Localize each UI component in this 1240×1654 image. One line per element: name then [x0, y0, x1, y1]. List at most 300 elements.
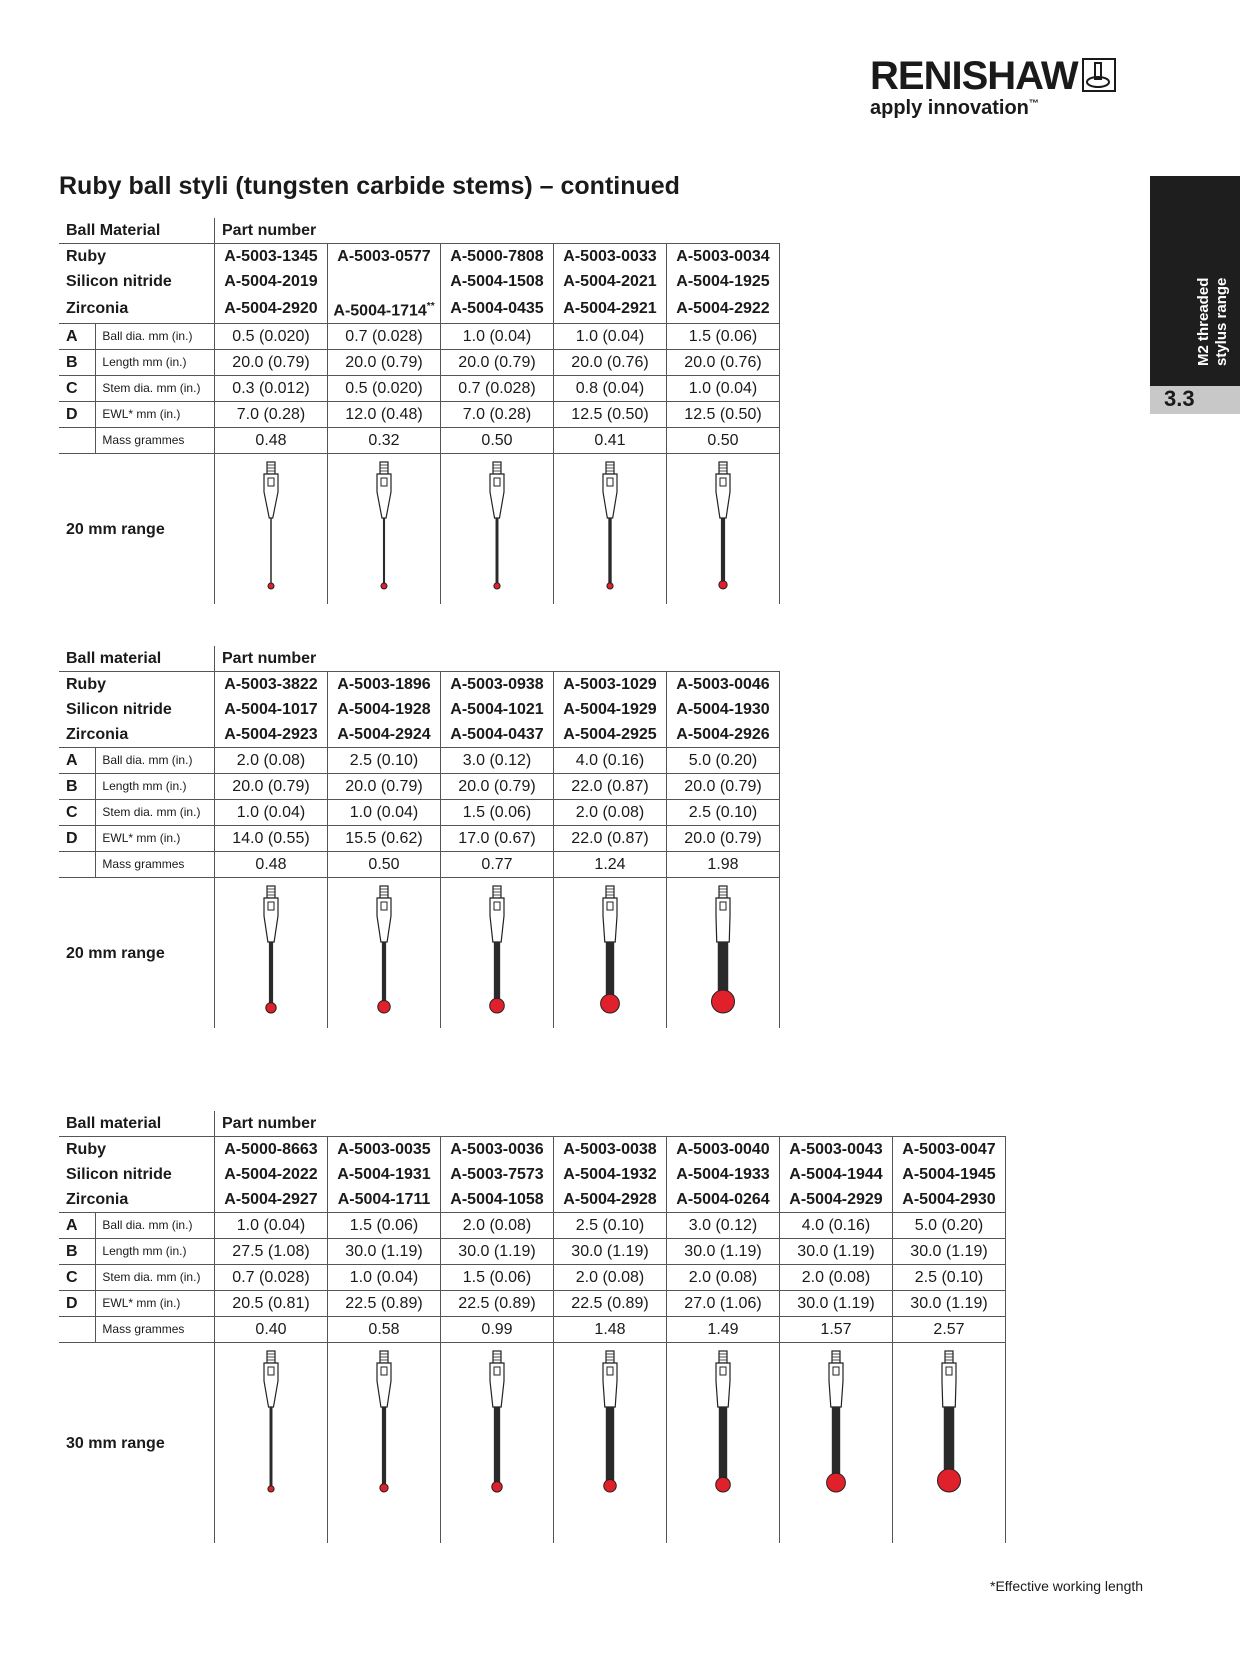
stylus-drawing — [231, 1343, 311, 1543]
parameter-value: 2.5 (0.10) — [328, 748, 441, 774]
part-number: A-5004-1945 — [902, 1166, 996, 1183]
parameter-letter: D — [59, 826, 96, 852]
material-label: Ruby — [59, 1137, 215, 1163]
parameter-value: 20.0 (0.79) — [328, 350, 441, 376]
parameter-value: 20.0 (0.79) — [215, 350, 328, 376]
part-number: A-5003-0046 — [676, 676, 770, 693]
material-row — [59, 697, 780, 722]
part-number-cell — [215, 244, 328, 270]
part-number: A-5004-1925 — [676, 273, 770, 290]
parameter-value: 1.0 (0.04) — [328, 1265, 441, 1291]
stylus-body — [716, 898, 730, 942]
parameter-value: 20.0 (0.79) — [328, 774, 441, 800]
stylus-body — [377, 474, 391, 518]
stylus-stem — [721, 518, 725, 585]
stylus-image-cell — [215, 454, 328, 605]
spec-table — [59, 218, 780, 604]
part-number-cell — [667, 1137, 780, 1163]
parameter-value: 0.48 — [215, 852, 328, 878]
material-row — [59, 672, 780, 698]
parameter-label: Ball dia. mm (in.) — [96, 324, 215, 350]
material-row — [59, 294, 780, 324]
parameter-value: 0.8 (0.04) — [554, 376, 667, 402]
parameter-value: 1.5 (0.06) — [441, 1265, 554, 1291]
parameter-letter: A — [59, 748, 96, 774]
part-number-cell — [554, 1137, 667, 1163]
stylus-image-cell — [441, 454, 554, 605]
part-number: A-5003-0047 — [902, 1141, 996, 1158]
parameter-label: Length mm (in.) — [96, 350, 215, 376]
parameter-row — [59, 376, 780, 402]
parameter-value: 1.0 (0.04) — [667, 376, 780, 402]
parameter-letter: C — [59, 800, 96, 826]
part-number: A-5003-0036 — [450, 1141, 544, 1158]
stylus-image-cell — [554, 878, 667, 1029]
parameter-label: Length mm (in.) — [96, 774, 215, 800]
parameter-row — [59, 748, 780, 774]
stylus-body — [942, 1363, 956, 1407]
part-number: A-5003-0040 — [676, 1141, 770, 1158]
part-number: A-5004-0264 — [676, 1191, 770, 1208]
parameter-value: 22.5 (0.89) — [554, 1291, 667, 1317]
parameter-value: 30.0 (1.19) — [554, 1239, 667, 1265]
parameter-value: 20.5 (0.81) — [215, 1291, 328, 1317]
parameter-value: 30.0 (1.19) — [780, 1239, 893, 1265]
header-row — [59, 646, 780, 672]
parameter-value: 20.0 (0.79) — [215, 774, 328, 800]
part-number-cell — [215, 697, 328, 722]
stylus-image-cell — [893, 1343, 1006, 1544]
part-number-cell — [667, 672, 780, 698]
parameter-value: 0.41 — [554, 428, 667, 454]
parameter-row — [59, 1213, 1006, 1239]
part-number-cell — [554, 294, 667, 324]
parameter-value: 1.0 (0.04) — [441, 324, 554, 350]
parameter-letter — [59, 428, 96, 454]
parameter-value: 30.0 (1.19) — [893, 1239, 1006, 1265]
stylus-body — [264, 474, 278, 518]
parameter-letter: B — [59, 350, 96, 376]
stylus-image-cell — [667, 878, 780, 1029]
stylus-drawing — [570, 1343, 650, 1543]
parameter-letter: B — [59, 774, 96, 800]
parameter-value: 1.0 (0.04) — [215, 1213, 328, 1239]
parameter-label: Stem dia. mm (in.) — [96, 1265, 215, 1291]
part-number-cell — [215, 672, 328, 698]
parameter-value: 1.5 (0.06) — [667, 324, 780, 350]
stylus-drawing — [457, 1343, 537, 1543]
parameter-value: 0.32 — [328, 428, 441, 454]
parameter-value: 20.0 (0.79) — [441, 774, 554, 800]
part-number-cell — [328, 722, 441, 748]
part-number: A-5003-0035 — [337, 1141, 431, 1158]
stylus-drawing — [683, 454, 763, 604]
stylus-image-cell — [667, 454, 780, 605]
part-number-cell — [667, 269, 780, 294]
image-row — [59, 878, 780, 1029]
parameter-value: 1.0 (0.04) — [554, 324, 667, 350]
part-number-cell — [554, 697, 667, 722]
parameter-value: 0.50 — [667, 428, 780, 454]
stylus-ball — [492, 1482, 502, 1492]
parameter-row — [59, 402, 780, 428]
parameter-label: Stem dia. mm (in.) — [96, 800, 215, 826]
ball-material-header: Ball material — [59, 1111, 215, 1137]
parameter-value: 1.57 — [780, 1317, 893, 1343]
part-number-cell — [328, 1137, 441, 1163]
part-number: A-5004-1714 — [333, 302, 427, 320]
parameter-row — [59, 852, 780, 878]
part-number-cell — [667, 697, 780, 722]
part-number: A-5003-0043 — [789, 1141, 883, 1158]
part-number-cell — [441, 1187, 554, 1213]
part-number: A-5004-2019 — [224, 273, 318, 290]
spec-table — [59, 646, 780, 1028]
part-number: A-5004-2924 — [337, 726, 431, 743]
stylus-image-cell — [554, 454, 667, 605]
parameter-row — [59, 428, 780, 454]
stylus-ball — [719, 581, 727, 589]
parameter-value: 0.77 — [441, 852, 554, 878]
header-row — [59, 218, 780, 244]
parameter-label: Stem dia. mm (in.) — [96, 376, 215, 402]
material-row — [59, 1137, 1006, 1163]
part-number: A-5004-1932 — [563, 1166, 657, 1183]
parameter-value: 1.0 (0.04) — [215, 800, 328, 826]
stylus-drawing — [344, 454, 424, 604]
parameter-value: 17.0 (0.67) — [441, 826, 554, 852]
stylus-image-cell — [780, 1343, 893, 1544]
stylus-stem — [382, 942, 386, 1007]
parameter-label: Ball dia. mm (in.) — [96, 748, 215, 774]
brand-name: RENISHAW — [870, 54, 1078, 98]
part-number: A-5004-1931 — [337, 1166, 431, 1183]
stylus-ball — [490, 998, 505, 1013]
stylus-stem — [832, 1407, 840, 1483]
stylus-body — [490, 474, 504, 518]
stylus-body — [603, 1363, 617, 1407]
image-row — [59, 1343, 1006, 1544]
part-number-cell — [893, 1162, 1006, 1187]
part-number: A-5004-2922 — [676, 300, 770, 318]
parameter-value: 0.7 (0.028) — [215, 1265, 328, 1291]
part-number: A-5004-2920 — [224, 300, 318, 318]
part-number: A-5004-2928 — [563, 1191, 657, 1208]
parameter-value: 0.99 — [441, 1317, 554, 1343]
section-number-box — [1150, 386, 1240, 414]
part-number: A-5003-0034 — [676, 248, 770, 265]
part-number-cell — [215, 1137, 328, 1163]
parameter-value: 0.48 — [215, 428, 328, 454]
parameter-value: 2.0 (0.08) — [554, 800, 667, 826]
stylus-stem — [383, 518, 385, 586]
parameter-value: 1.0 (0.04) — [328, 800, 441, 826]
stylus-body — [829, 1363, 843, 1407]
part-number-cell — [554, 1187, 667, 1213]
part-number: A-5004-1930 — [676, 701, 770, 718]
part-number-cell — [441, 294, 554, 324]
part-number: A-5004-1928 — [337, 701, 431, 718]
part-number: A-5004-0435 — [450, 300, 544, 318]
stylus-ball — [266, 1003, 276, 1013]
stylus-drawing — [231, 454, 311, 604]
part-number: A-5003-3822 — [224, 676, 318, 693]
parameter-value: 22.0 (0.87) — [554, 826, 667, 852]
parameter-row — [59, 324, 780, 350]
part-number: A-5004-1508 — [450, 273, 544, 290]
parameter-label: Mass grammes — [96, 852, 215, 878]
material-row — [59, 244, 780, 270]
parameter-value: 20.0 (0.79) — [667, 774, 780, 800]
part-number: A-5004-1933 — [676, 1166, 770, 1183]
part-number: A-5004-2930 — [902, 1191, 996, 1208]
parameter-letter: C — [59, 1265, 96, 1291]
parameter-label: Length mm (in.) — [96, 1239, 215, 1265]
stylus-drawing — [909, 1343, 989, 1543]
parameter-value: 20.0 (0.76) — [554, 350, 667, 376]
part-number-cell — [554, 269, 667, 294]
stylus-drawing — [796, 1343, 876, 1543]
part-number: A-5004-2021 — [563, 273, 657, 290]
stylus-ball — [380, 1484, 388, 1492]
parameter-value: 4.0 (0.16) — [554, 748, 667, 774]
parameter-label: Mass grammes — [96, 428, 215, 454]
parameter-value: 30.0 (1.19) — [893, 1291, 1006, 1317]
section-tab-line1: M2 threaded — [1195, 277, 1212, 366]
part-number: A-5003-0938 — [450, 676, 544, 693]
part-number-cell — [441, 672, 554, 698]
part-number: A-5004-2923 — [224, 726, 318, 743]
parameter-value: 1.5 (0.06) — [441, 800, 554, 826]
part-number-header: Part number — [215, 646, 780, 672]
stylus-image-cell — [554, 1343, 667, 1544]
part-number: A-5004-2925 — [563, 726, 657, 743]
parameter-value: 4.0 (0.16) — [780, 1213, 893, 1239]
part-number: A-5003-0577 — [337, 248, 431, 265]
part-number: A-5003-7573 — [450, 1166, 544, 1183]
stylus-ball — [716, 1477, 731, 1492]
parameter-value: 20.0 (0.76) — [667, 350, 780, 376]
stylus-ball — [827, 1473, 846, 1492]
stylus-stem — [269, 942, 273, 1008]
material-row — [59, 269, 780, 294]
part-number-cell — [893, 1187, 1006, 1213]
parameter-value: 2.5 (0.10) — [554, 1213, 667, 1239]
stylus-ball — [494, 583, 500, 589]
parameter-value: 12.5 (0.50) — [554, 402, 667, 428]
part-number-cell — [667, 294, 780, 324]
parameter-value: 2.5 (0.10) — [893, 1265, 1006, 1291]
part-number-cell — [780, 1137, 893, 1163]
stylus-ball — [378, 1001, 391, 1014]
stylus-drawing — [570, 454, 650, 604]
material-label: Zirconia — [59, 722, 215, 748]
part-number: A-5004-0437 — [450, 726, 544, 743]
part-number-cell — [441, 1137, 554, 1163]
material-row — [59, 1162, 1006, 1187]
section-tab-text — [1150, 176, 1240, 386]
parameter-value: 2.0 (0.08) — [554, 1265, 667, 1291]
parameter-letter — [59, 1317, 96, 1343]
stylus-ball — [712, 990, 735, 1013]
stylus-ball — [381, 583, 387, 589]
parameter-value: 22.0 (0.87) — [554, 774, 667, 800]
part-number-cell — [893, 1137, 1006, 1163]
part-number-cell — [215, 1187, 328, 1213]
stylus-body — [490, 898, 504, 942]
part-number-cell — [554, 244, 667, 270]
part-number-cell — [328, 244, 441, 270]
part-number-header: Part number — [215, 218, 780, 244]
stylus-image-cell — [215, 1343, 328, 1544]
parameter-value: 7.0 (0.28) — [215, 402, 328, 428]
renishaw-mark-icon — [1082, 58, 1116, 97]
stylus-stem — [270, 1407, 273, 1489]
part-number-cell — [667, 722, 780, 748]
stylus-ball — [601, 994, 620, 1013]
stylus-body — [264, 1363, 278, 1407]
stylus-body — [490, 1363, 504, 1407]
part-number-cell — [215, 1162, 328, 1187]
part-number-cell — [441, 1162, 554, 1187]
parameter-value: 2.0 (0.08) — [667, 1265, 780, 1291]
stylus-ball — [268, 1486, 274, 1492]
parameter-value: 22.5 (0.89) — [328, 1291, 441, 1317]
material-label: Ruby — [59, 244, 215, 270]
part-number: A-5004-1058 — [450, 1191, 544, 1208]
parameter-value: 12.0 (0.48) — [328, 402, 441, 428]
part-number: A-5004-2926 — [676, 726, 770, 743]
part-number: A-5004-1929 — [563, 701, 657, 718]
stylus-ball — [604, 1480, 617, 1493]
part-number-cell — [215, 269, 328, 294]
stylus-ball — [268, 583, 274, 589]
parameter-row — [59, 800, 780, 826]
part-number-cell — [667, 1162, 780, 1187]
parameter-value: 22.5 (0.89) — [441, 1291, 554, 1317]
part-number-cell — [328, 697, 441, 722]
brand-tagline: apply innovation™ — [870, 97, 1039, 119]
parameter-value: 12.5 (0.50) — [667, 402, 780, 428]
parameter-label: EWL* mm (in.) — [96, 826, 215, 852]
stylus-stem — [494, 942, 500, 1006]
part-number: A-5004-1711 — [337, 1191, 431, 1208]
parameter-row — [59, 826, 780, 852]
parameter-value: 3.0 (0.12) — [441, 748, 554, 774]
material-label: Silicon nitride — [66, 701, 172, 718]
parameter-value: 5.0 (0.20) — [667, 748, 780, 774]
parameter-label: EWL* mm (in.) — [96, 1291, 215, 1317]
parameter-row — [59, 774, 780, 800]
parameter-value: 0.7 (0.028) — [441, 376, 554, 402]
range-label: 30 mm range — [66, 1434, 165, 1452]
parameter-value: 0.5 (0.020) — [215, 324, 328, 350]
material-row — [59, 1187, 1006, 1213]
part-number-cell — [441, 722, 554, 748]
range-label: 20 mm range — [66, 944, 165, 962]
parameter-row — [59, 1291, 1006, 1317]
stylus-image-cell — [328, 878, 441, 1029]
part-number: A-5004-1017 — [224, 701, 318, 718]
parameter-letter: B — [59, 1239, 96, 1265]
part-number: A-5003-0038 — [563, 1141, 657, 1158]
parameter-value: 1.98 — [667, 852, 780, 878]
parameter-value: 30.0 (1.19) — [780, 1291, 893, 1317]
parameter-letter — [59, 852, 96, 878]
part-number: A-5000-8663 — [224, 1141, 318, 1158]
parameter-value: 0.40 — [215, 1317, 328, 1343]
parameter-row — [59, 1239, 1006, 1265]
stylus-drawing — [683, 1343, 763, 1543]
part-number-cell — [441, 244, 554, 270]
parameter-value: 5.0 (0.20) — [893, 1213, 1006, 1239]
part-number-cell — [215, 294, 328, 324]
stylus-stem — [496, 518, 499, 586]
parameter-value: 0.5 (0.020) — [328, 376, 441, 402]
stylus-drawing — [344, 878, 424, 1028]
part-number-cell — [554, 1162, 667, 1187]
part-number-cell — [328, 1187, 441, 1213]
stylus-drawing — [344, 1343, 424, 1543]
parameter-value: 2.57 — [893, 1317, 1006, 1343]
footnote: *Effective working length — [990, 1578, 1144, 1594]
stylus-image-cell — [667, 1343, 780, 1544]
part-number: A-5003-0033 — [563, 248, 657, 265]
parameter-value: 1.24 — [554, 852, 667, 878]
stylus-drawing — [457, 878, 537, 1028]
stylus-image-cell — [215, 878, 328, 1029]
stylus-drawing — [457, 454, 537, 604]
part-number-cell — [554, 722, 667, 748]
section-number: 3.3 — [1164, 386, 1195, 411]
parameter-value: 2.5 (0.10) — [667, 800, 780, 826]
stylus-body — [603, 474, 617, 518]
material-label: Ruby — [59, 672, 215, 698]
parameter-value: 27.5 (1.08) — [215, 1239, 328, 1265]
stylus-body — [377, 898, 391, 942]
parameter-value: 1.48 — [554, 1317, 667, 1343]
part-number-cell — [328, 294, 441, 324]
part-number-cell — [667, 1187, 780, 1213]
section-tab-line2: stylus range — [1213, 277, 1230, 366]
stylus-drawing — [231, 878, 311, 1028]
stylus-ball — [607, 583, 613, 589]
parameter-value: 20.0 (0.79) — [441, 350, 554, 376]
stylus-ball — [938, 1469, 961, 1492]
parameter-row — [59, 1265, 1006, 1291]
ball-material-header: Ball material — [59, 646, 215, 672]
stylus-body — [716, 474, 730, 518]
parameter-value: 20.0 (0.79) — [667, 826, 780, 852]
part-number-cell — [780, 1187, 893, 1213]
stylus-image-cell — [328, 1343, 441, 1544]
part-number-header: Part number — [215, 1111, 1006, 1137]
parameter-value: 27.0 (1.06) — [667, 1291, 780, 1317]
stylus-body — [716, 1363, 730, 1407]
part-number-cell — [215, 722, 328, 748]
parameter-value: 0.50 — [441, 428, 554, 454]
stylus-drawing — [683, 878, 763, 1028]
stylus-image-cell — [441, 1343, 554, 1544]
part-number: A-5003-1345 — [224, 248, 318, 265]
parameter-value: 0.3 (0.012) — [215, 376, 328, 402]
stylus-stem — [606, 1407, 614, 1486]
part-number-cell — [328, 672, 441, 698]
part-number-cell — [328, 1162, 441, 1187]
parameter-label: Ball dia. mm (in.) — [96, 1213, 215, 1239]
stylus-stem — [494, 1407, 500, 1487]
parameter-letter: C — [59, 376, 96, 402]
